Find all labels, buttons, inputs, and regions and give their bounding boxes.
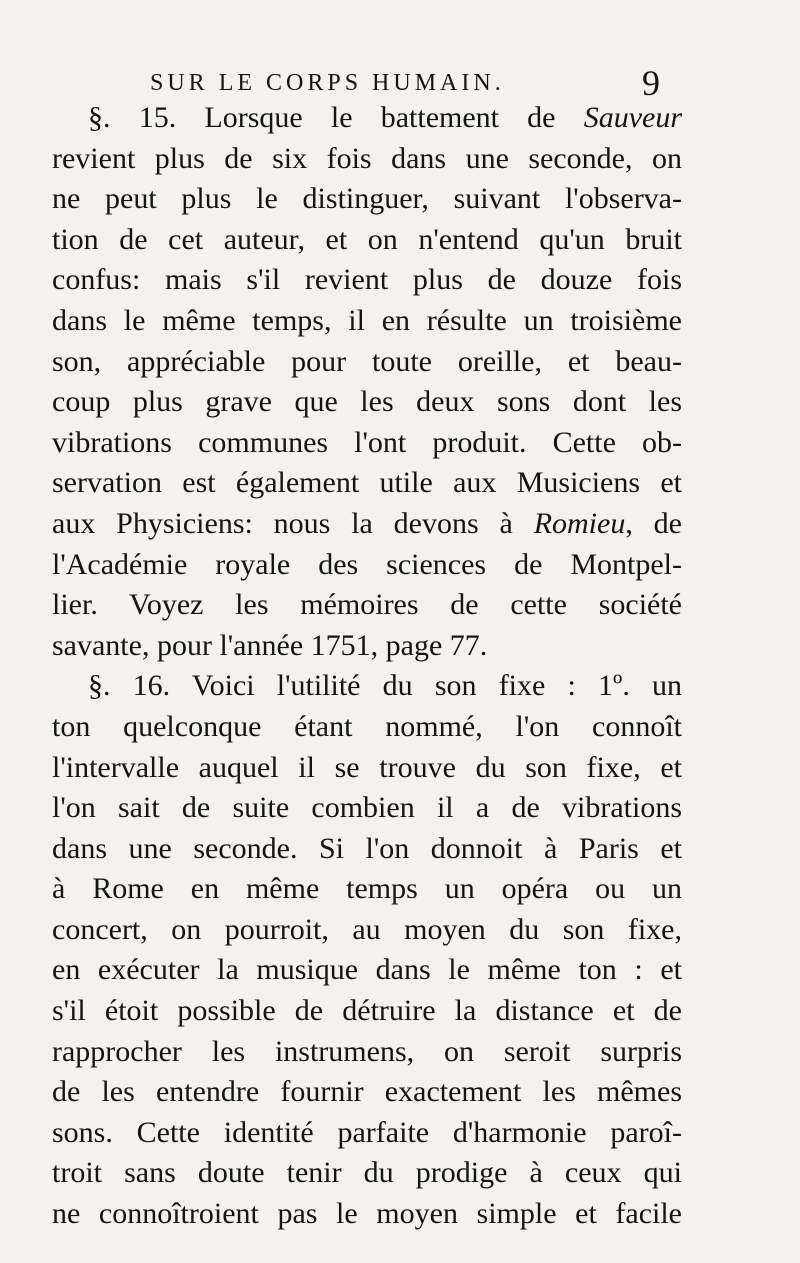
text-line: de les entendre fournir exactement les mêmes bbox=[52, 1075, 682, 1109]
text-line: son, appréciable pour toute oreille, et beau- bbox=[52, 344, 682, 378]
body-text bbox=[52, 98, 682, 1235]
text-line: l'on sait de suite combien il a de vibrations bbox=[52, 791, 682, 825]
text-line: l'Académie royale des sciences de Montpel- bbox=[52, 547, 682, 581]
text-line: ton quelconque étant nommé, l'on connoît bbox=[52, 709, 682, 743]
text-line: troit sans doute tenir du prodige à ceux qui bbox=[52, 1156, 682, 1190]
text-line: dans une seconde. Si l'on donnoit à Paris et bbox=[52, 831, 682, 865]
text-line: ne connoîtroient pas le moyen simple et facile bbox=[52, 1197, 682, 1231]
text-line: tion de cet auteur, et on n'entend qu'un bruit bbox=[52, 222, 682, 256]
text-line: savante, pour l'année 1751, page 77. bbox=[52, 628, 488, 662]
page-number: 9 bbox=[642, 63, 660, 103]
text-line: servation est également utile aux Musiciens et bbox=[52, 466, 682, 500]
text-line: dans le même temps, il en résulte un troisième bbox=[52, 303, 682, 337]
text-line: concert, on pourroit, au moyen du son fixe, bbox=[52, 912, 682, 946]
text-line: l'intervalle auquel il se trouve du son fixe, et bbox=[52, 750, 682, 784]
text-line: rapprocher les instrumens, on seroit surpris bbox=[52, 1034, 682, 1068]
paragraph-15 bbox=[52, 98, 682, 666]
running-head: SUR LE CORPS HUMAIN. bbox=[150, 70, 505, 96]
text-line: s'il étoit possible de détruire la distance et de bbox=[52, 994, 682, 1028]
text-line: sons. Cette identité parfaite d'harmonie paroî- bbox=[52, 1115, 682, 1149]
text-line: aux Physiciens: nous la devons à Romieu, de bbox=[52, 506, 682, 540]
text-line: confus: mais s'il revient plus de douze fois bbox=[52, 263, 682, 297]
text-line: ne peut plus le distinguer, suivant l'observa- bbox=[52, 182, 682, 216]
text-line: lier. Voyez les mémoires de cette société bbox=[52, 588, 682, 622]
text-line: revient plus de six fois dans une seconde, on bbox=[52, 141, 682, 175]
paragraph-16 bbox=[52, 666, 682, 1234]
text-line: en exécuter la musique dans le même ton : et bbox=[52, 953, 682, 987]
text-line: coup plus grave que les deux sons dont les bbox=[52, 385, 682, 419]
text-line: à Rome en même temps un opéra ou un bbox=[52, 872, 682, 906]
text-line: §. 16. Voici l'utilité du son fixe : 1º. un bbox=[88, 669, 682, 703]
text-line: §. 15. Lorsque le battement de Sauveur bbox=[88, 101, 682, 134]
text-line: vibrations communes l'ont produit. Cette ob- bbox=[52, 425, 682, 459]
